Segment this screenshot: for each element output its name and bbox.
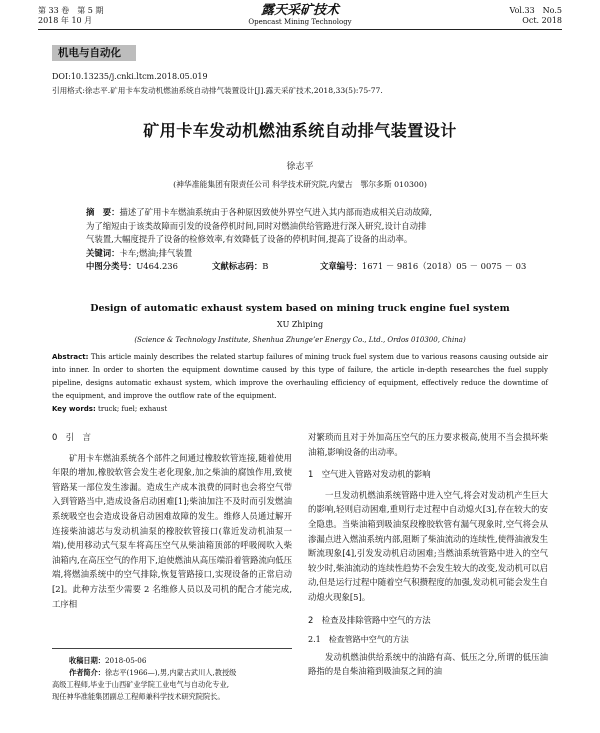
affiliation-en: (Science & Technology Institute, Shenhua Zhungeʼer Energy Co., Ltd., Ordos 010300, China) — [134, 336, 466, 344]
received-label: 收稿日期： — [69, 656, 105, 665]
article-no-label: 文章编号： — [320, 261, 362, 271]
doc-code-value: B — [262, 261, 269, 271]
keywords-en: truck; fuel; exhaust — [98, 405, 168, 413]
clc-value: U464.236 — [136, 261, 178, 271]
journal-name-cn: 露天采矿技术 — [260, 3, 339, 18]
section-2-1-paragraph: 发动机燃油供给系统中的油路有高、低压之分,所谓的低压油路指的是自柴油箱到吸油泵之间的油 — [308, 651, 548, 677]
heading-introduction: 0 引 言 — [52, 432, 91, 442]
header-vol-no: Vol.33 No.5 — [509, 6, 562, 15]
keywords-en-label: Key words: — [52, 405, 96, 413]
journal-name-en: Opencast Mining Technology — [248, 18, 352, 26]
abstract-en — [52, 351, 548, 416]
abstract-cn-line: 气装置,大幅度提升了设备的检修效率,有效降低了设备的停机时间,提高了设备的出动率。 — [86, 234, 413, 244]
abstract-en-label: Abstract: — [52, 353, 89, 361]
abstract-cn-label: 摘 要： — [86, 207, 120, 217]
citation: 引用格式:徐志平.矿用卡车发动机燃油系统自动排气装置设计[J].露天采矿技术,2018,33(5):75-77. — [52, 86, 383, 95]
title-en: Design of automatic exhaust system based on mining truck engine fuel system — [90, 303, 510, 314]
received-date: 2018-05-06 — [104, 656, 147, 665]
heading-section-2: 2 检查及排除管路中空气的方法 — [308, 614, 431, 625]
intro-paragraph-cont: 对繁琐而且对于外加高压空气的压力要求极高,使用不当会损坏柴油箱,影响设备的出动率。 — [308, 432, 548, 457]
title-cn: 矿用卡车发动机燃油系统自动排气装置设计 — [143, 121, 457, 140]
intro-paragraph: 矿用卡车燃油系统各个部件之间通过橡胶软管连接,随着使用年限的增加,橡胶软管会发生老化现象,加之柴油的腐蚀作用,致使管路某一部位发生渗漏。造成生产成本浪费的同时也会将空气带入到管路当中,造成设备启动困难[1];柴油加注不及时而引发燃油系统吸空也会造成设备启动困难故障的发生。维修人员通过解开连接柴油滤芯与发动机油泵的橡胶软管接口(靠近发动机油泵一端),使用移动式气泵车将高压空气从柴油箱顶部的呼吸阀吹入柴油箱内,在高压空气的作用下,迫使燃油从高压端沿着管路流向低压端,将燃油系统中的空气排除,恢复管路接口,实现设备的正常启动[2]。此种方法至少需要 2 名维修人员以及司机的配合才能完成,工序相 — [52, 452, 292, 609]
author-bio-line: 高级工程师,毕业于山西矿业学院工业电气与自动化专业, — [52, 680, 230, 689]
affiliation-cn: (神华准能集团有限责任公司 科学技术研究院,内蒙古 鄂尔多斯 010300) — [173, 180, 427, 189]
doi: DOI:10.13235/j.cnki.ltcm.2018.05.019 — [52, 72, 208, 81]
section-1-paragraph: 一旦发动机燃油系统管路中进入空气,将会对发动机产生巨大的影响,轻则启动困难,重则行走过程中自动熄火[3],存在较大的安全隐患。当柴油箱到吸油泵段橡胶软管有漏气现象时,空气将会从渗漏点进入燃油系统内部,阻断了柴油流动的连续性,使得油液发生断流现象[4],引发发动机启动困难;当燃油系统管路中进入的空气较少时,柴油流动的连续性趋势不会发生较大的改变,发动机可以启动,但是运行过程中随着空气积攒程度的加强,发动机可能会发生自动熄火现象[5]。 — [308, 489, 548, 602]
author-bio-line: 现任神华准能集团副总工程师兼科学技术研究院院长。 — [52, 692, 225, 701]
header-rule — [38, 29, 562, 30]
header-month: Oct. 2018 — [522, 16, 562, 25]
heading-section-2-1: 2.1 检查管路中空气的方法 — [308, 635, 409, 645]
abstract-cn — [52, 206, 548, 274]
footnote — [52, 648, 292, 703]
doc-code-label: 文献标志码： — [212, 261, 263, 271]
header-volume: 第 33 卷 第 5 期 — [38, 6, 104, 15]
author-bio-line: 徐志平(1966—),男,内蒙古武川人,教授级 — [104, 668, 237, 677]
heading-section-1: 1 空气进入管路对发动机的影响 — [308, 469, 431, 480]
abstract-en-text: This article mainly describes the related startup failures of mining truck fuel system due to various reasons causing outside air into inner. In order to shorten the equipment downtime caused by this type of failure, the article in-depth researches the fuel supply pipeline, designs automatic exhaust system, which improve the overhauling efficiency of equipment, effectively reduce the downtime of the equipment, and improve the outflow rate of the equipment. — [52, 353, 548, 400]
abstract-cn-line: 描述了矿用卡车燃油系统由于各种原因致使外界空气进入其内部而造成相关启动故障, — [119, 207, 433, 217]
right-column — [308, 430, 548, 679]
header-right — [510, 6, 562, 26]
abstract-cn-line: 为了缩短由于该类故障而引发的设备停机时间,同时对燃油供给管路进行深入研究,设计自动排 — [86, 220, 427, 231]
author-bio-label: 作者简介： — [69, 668, 105, 677]
clc-label: 中图分类号： — [86, 261, 137, 271]
running-header — [38, 3, 562, 28]
header-date: 2018 年 10 月 — [38, 16, 93, 25]
author-en: XU Zhiping — [276, 320, 324, 329]
section-tag: 机电与自动化 — [52, 45, 136, 61]
left-column — [52, 430, 292, 611]
article-no-value: 1671 － 9816（2018）05 － 0075 － 03 — [361, 261, 527, 271]
header-center — [38, 4, 562, 27]
author-cn: 徐志平 — [286, 162, 314, 172]
keywords-cn: 卡车;燃油;排气装置 — [119, 247, 193, 258]
classification-row — [52, 260, 548, 274]
keywords-cn-label: 关键词： — [86, 247, 120, 258]
